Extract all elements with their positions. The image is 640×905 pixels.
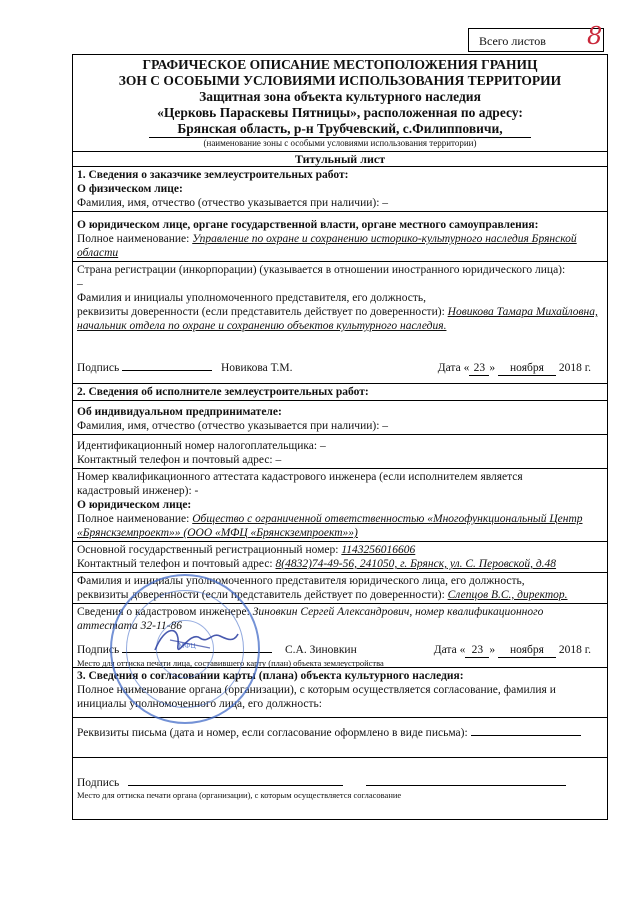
s2-rep-line1: Фамилия и инициалы уполномоченного представителя юридического лица, его должность, <box>77 575 525 587</box>
header-line-1: ГРАФИЧЕСКОЕ ОПИСАНИЕ МЕСТОПОЛОЖЕНИЯ ГРАНИЦ <box>142 57 538 72</box>
total-sheets-count: 8 <box>587 22 603 50</box>
s2-ip-heading: Об индивидуальном предпринимателе: <box>77 406 282 418</box>
s1-date-day: 23 <box>469 361 489 376</box>
s2-rep-line2: реквизиты доверенности (если представитель действует по доверенности): Слепцов В.С., директор. <box>77 589 568 601</box>
s2-full-name: Полное наименование: Общество с ограниченной ответственностью «Многофункциональный Центр «Брянскземпроект»» (ООО «МФЦ «Брянскземпроект»») <box>77 513 583 539</box>
header-line-3: Защитная зона объекта культурного наследия <box>199 89 481 104</box>
s2-sign-name: С.А. Зиновкин <box>284 644 357 656</box>
handwritten-signature <box>150 620 240 670</box>
s1-country: Страна регистрации (инкорпорации) (указывается в отношении иностранного юридического лица): <box>77 264 566 276</box>
s1-jur-heading: О юридическом лице, органе государственной власти, органе местного самоуправления: <box>77 219 539 231</box>
s3-sign-block <box>73 758 607 801</box>
header-line-4: «Церковь Параскевы Пятницы», расположенная по адресу: <box>157 105 523 120</box>
s1-representative-block <box>73 262 607 384</box>
s2-heading: 2. Сведения об исполнителе землеустроительных работ: <box>73 384 607 401</box>
s1-rep-line1: Фамилия и инициалы уполномоченного представителя, его должность, <box>77 292 426 304</box>
s3-org-line2: инициалы уполномоченного лица, его должность: <box>77 698 322 710</box>
s3-sign-row: Подпись <box>77 776 603 790</box>
title-sheet-label: Титульный лист <box>73 151 607 167</box>
s1-phys-fio: Фамилия, имя, отчество (отчество указывается при наличии): – <box>77 197 389 209</box>
header-line-5: Брянская область, р-н Трубчевский, с.Филипповичи, <box>73 121 607 138</box>
seal-center-mark: МФЦ <box>178 642 196 650</box>
s2-ip-fio: Фамилия, имя, отчество (отчество указывается при наличии): – <box>77 420 389 432</box>
s2-date-day: 23 <box>465 643 489 658</box>
s2-ip-block <box>73 401 607 435</box>
s1-date-month: ноября <box>498 361 556 376</box>
s3-stamp-caption: Место для оттиска печати органа (организации), с которым осуществляется согласование <box>77 790 402 800</box>
header-caption: (наименование зоны с особыми условиями использования территории) <box>203 138 477 148</box>
s1-rep-value: Новикова Тамара Михайловна, начальник отдела по охране и сохранению объектов культурного наследия. <box>77 306 598 332</box>
s2-ogrn-block <box>73 542 607 573</box>
s1-phys-heading: О физическом лице: <box>77 183 183 195</box>
s1-full-name-value: Управление по охране и сохранению историко-культурного наследия Брянской области <box>77 233 577 259</box>
total-sheets-label: Всего листов <box>479 34 546 48</box>
s2-inn: Идентификационный номер налогоплательщика: – <box>77 440 326 452</box>
s3-letter: Реквизиты письма (дата и номер, если согласование оформлено в виде письма): <box>77 727 468 739</box>
s2-cert-line2: кадастровый инженер): - <box>77 485 199 497</box>
s1-physical-block <box>73 167 607 212</box>
s2-jur-heading: О юридическом лице: <box>77 499 192 511</box>
s1-country-value: – <box>77 278 83 290</box>
s1-heading: 1. Сведения о заказчике землеустроительных работ: <box>77 169 349 181</box>
document-header <box>73 55 607 149</box>
s2-signature-row: Подпись С.А. Зиновкин Дата « 23 » ноября 2018 г. <box>77 644 591 656</box>
s1-juridical-block <box>73 212 607 262</box>
s2-date-month: ноября <box>498 643 556 658</box>
s1-full-name: Полное наименование: Управление по охране и сохранению историко-культурного наследия Брянской области <box>77 233 577 259</box>
s2-contact-jur: Контактный телефон и почтовый адрес: 8(4832)74-49-56, 241050, г. Брянск, ул. С. Перовской, д.48 <box>77 558 557 570</box>
s2-engineer: Сведения о кадастровом инженере: Зиновкин Сергей Александрович, номер квалификационного аттестата 32-11-86 <box>77 606 544 632</box>
s2-stamp-caption: Место для оттиска печати лица, составившего карту (план) объекта землеустройства <box>77 658 384 668</box>
s1-rep-line2: реквизиты доверенности (если представитель действует по доверенности): Новикова Тамара Михайловна, начальник отдела по охране и сохранению объектов культурного наследия. <box>77 306 598 332</box>
s3-letter-block <box>73 718 607 758</box>
s2-date-year: 2018 г. <box>558 644 591 656</box>
s2-full-name-value: Общество с ограниченной ответственностью «Многофункциональный Центр «Брянскземпроект»» (ООО «МФЦ «Брянскземпроект»») <box>77 513 583 539</box>
s2-ogrn: Основной государственный регистрационный номер: 1143256016606 <box>77 544 416 556</box>
s3-org-line1: Полное наименование органа (организации), с которым осуществляется согласование, фамилия и <box>77 684 556 696</box>
s1-sign-name: Новикова Т.М. <box>220 362 293 374</box>
s2-jur-block <box>73 469 607 542</box>
s2-cert-line1: Номер квалификационного аттестата кадастрового инженера (если исполнителем является <box>77 471 523 483</box>
s1-date-year: 2018 г. <box>558 362 591 374</box>
total-sheets-box <box>468 22 604 52</box>
s2-contact: Контактный телефон и почтовый адрес: – <box>77 454 282 466</box>
s2-inn-block <box>73 435 607 469</box>
s3-heading: 3. Сведения о согласовании карты (плана) объекта культурного наследия: <box>77 670 464 682</box>
s1-signature-row: Подпись Новикова Т.М. Дата « 23 » ноября 2018 г. <box>77 362 591 374</box>
header-line-2: ЗОН С ОСОБЫМИ УСЛОВИЯМИ ИСПОЛЬЗОВАНИЯ ТЕРРИТОРИИ <box>118 73 562 88</box>
